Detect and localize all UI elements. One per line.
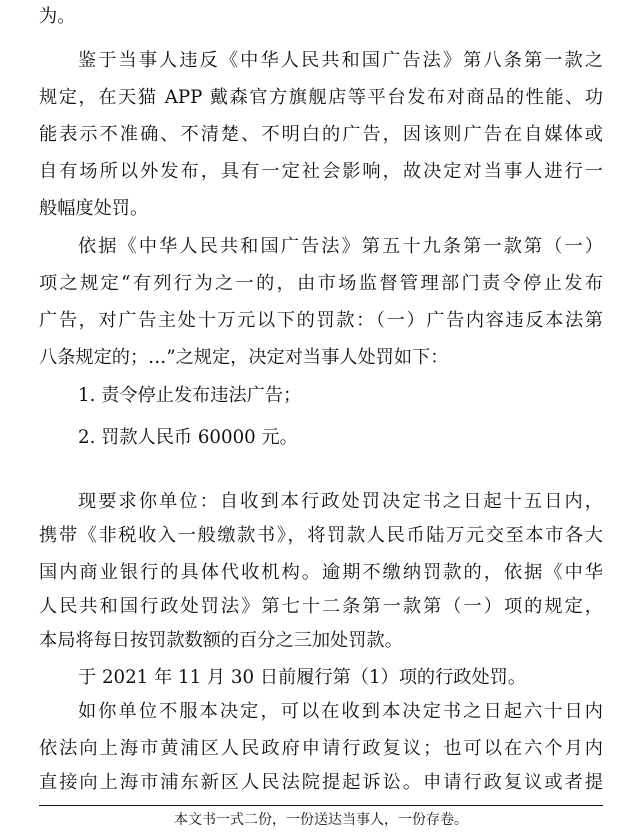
- penalty-basis-paragraph-line: 自有场所以外发布，具有一定社会影响，故决定对当事人进行一: [39, 161, 603, 182]
- appeal-instruction-line: 直接向上海市浦东新区人民法院提起诉讼。申请行政复议或者提: [39, 772, 603, 793]
- continued-paragraph-line: 为。: [39, 6, 76, 27]
- payment-instruction-line: 本局将每日按罚款数额的百分之三加处罚款。: [39, 630, 403, 651]
- penalty-list-item: 1. 责令停止发布违法广告；: [78, 385, 302, 406]
- legal-basis-paragraph-line: 广告，对广告主处十万元以下的罚款：（一）广告内容违反本法第: [39, 310, 603, 331]
- penalty-basis-paragraph-line: 般幅度处罚。: [39, 198, 149, 219]
- legal-basis-paragraph-line: 依据《中华人民共和国广告法》第五十九条第一款第（一）: [78, 236, 603, 257]
- footer-note: 本文书一式二份，一份送达当事人，一份存卷。: [174, 812, 468, 828]
- penalty-list-item: 2. 罚款人民币 60000 元。: [78, 427, 298, 448]
- payment-instruction-line: 国内商业银行的具体代收机构。逾期不缴纳罚款的，依据《中华: [39, 562, 603, 583]
- deadline-line: 于 2021 年 11 月 30 日前履行第（1）项的行政处罚。: [78, 667, 527, 688]
- payment-instruction-line: 人民共和国行政处罚法》第七十二条第一款第（一）项的规定，: [39, 596, 603, 617]
- footer-divider: [39, 805, 603, 806]
- appeal-instruction-line: 依法向上海市黄浦区人民政府申请行政复议；也可以在六个月内: [39, 738, 603, 759]
- legal-basis-paragraph-line: 项之规定“有列行为之一的，由市场监督管理部门责令停止发布: [39, 273, 603, 294]
- penalty-basis-paragraph-line: 能表示不准确、不清楚、不明白的广告，因该则广告在自媒体或: [39, 124, 603, 145]
- penalty-basis-paragraph-line: 鉴于当事人违反《中华人民共和国广告法》第八条第一款之: [78, 50, 603, 71]
- payment-instruction-line: 携带《非税收入一般缴款书》，将罚款人民币陆万元交至本市各大: [39, 525, 603, 546]
- legal-basis-paragraph-line: 八条规定的；…”之规定，决定对当事人处罚如下：: [39, 347, 449, 368]
- payment-instruction-line: 现要求你单位：自收到本行政处罚决定书之日起十五日内，: [78, 491, 603, 512]
- appeal-instruction-line: 如你单位不服本决定，可以在收到本决定书之日起六十日内: [78, 701, 603, 722]
- penalty-basis-paragraph-line: 规定，在天猫 APP 戴森官方旗舰店等平台发布对商品的性能、功: [39, 87, 603, 108]
